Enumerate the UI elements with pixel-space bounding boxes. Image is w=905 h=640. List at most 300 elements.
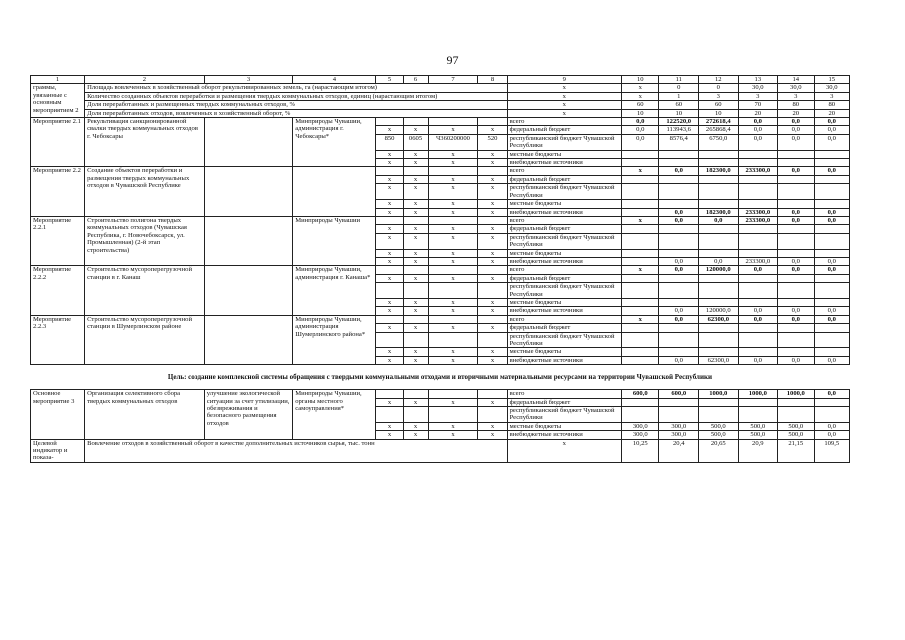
main-event-value-cell: 1000,0 xyxy=(699,390,739,398)
indicator-value-cell: 60 xyxy=(699,101,739,109)
main-event-value-cell: 500,0 xyxy=(699,431,739,439)
main-event-value-cell xyxy=(778,398,814,406)
main-event-code-cell: x xyxy=(403,431,428,439)
main-event-value-cell xyxy=(659,398,699,406)
event-value-cell: 0,0 xyxy=(738,118,778,126)
event-code-cell: x xyxy=(428,208,478,216)
main-event-value-cell xyxy=(778,407,814,423)
event-value-cell xyxy=(659,249,699,257)
column-number-cell: 5 xyxy=(376,76,403,84)
event-value-cell xyxy=(699,324,739,332)
column-number-cell: 2 xyxy=(85,76,205,84)
event-value-cell: 0,0 xyxy=(814,307,850,315)
event-value-cell xyxy=(738,274,778,282)
event-value-cell: 233300,0 xyxy=(738,167,778,175)
event-code-cell: x xyxy=(376,249,403,257)
event-executor-cell: Минприроды Чувашии, администрация г. Чебоксары* xyxy=(293,118,376,167)
indicator-value-cell: 0 xyxy=(659,84,699,92)
main-event-code-cell: x xyxy=(478,398,507,406)
event-code-cell xyxy=(376,118,403,126)
main-event-source-cell: внебюджетные источники xyxy=(507,431,621,439)
event-code-cell: x xyxy=(403,208,428,216)
event-code-cell: x xyxy=(478,126,507,134)
indicator-value-cell: 70 xyxy=(738,101,778,109)
goal-line-cell: Цель: создание комплексной системы обращения с твердыми коммунальными отходами и вторичными материальными ресурсами на территории Чувашской Республики xyxy=(167,372,713,381)
event-source-cell: внебюджетные источники xyxy=(507,159,621,167)
event-value-cell xyxy=(659,225,699,233)
main-event-value-cell: 1000,0 xyxy=(738,390,778,398)
indicator-value-cell: 3 xyxy=(814,92,850,100)
event-value-cell: 113943,6 xyxy=(659,126,699,134)
event-value-cell xyxy=(699,249,739,257)
event-code-cell: x xyxy=(376,225,403,233)
event-value-cell xyxy=(622,332,659,348)
event-code-cell xyxy=(403,216,428,224)
event-source-cell: внебюджетные источники xyxy=(507,307,621,315)
event-code-cell xyxy=(403,167,428,175)
main-event-value-cell xyxy=(659,407,699,423)
event-value-cell: 0,0 xyxy=(814,315,850,323)
event-value-cell xyxy=(738,332,778,348)
event-code-cell xyxy=(403,332,428,348)
indicator-value-cell: 20 xyxy=(738,109,778,117)
event-value-cell xyxy=(622,233,659,249)
target-text-cell: Вовлечение отходов в хозяйственный оборот в качестве дополнительных источников сырья, тыс. тонн xyxy=(85,439,507,462)
event-value-cell: 233300,0 xyxy=(738,257,778,265)
event-value-cell xyxy=(622,324,659,332)
event-value-cell xyxy=(622,208,659,216)
event-value-cell xyxy=(814,298,850,306)
event-code-cell xyxy=(376,216,403,224)
event-value-cell: 0,0 xyxy=(814,356,850,364)
event-label-cell: Мероприятие 2.2.3 xyxy=(31,315,85,364)
indicator-value-cell: x xyxy=(622,92,659,100)
main-event-value-cell xyxy=(699,398,739,406)
event-code-cell: x xyxy=(403,184,428,200)
event-row xyxy=(31,216,850,224)
event-value-cell xyxy=(659,298,699,306)
main-event-value-cell: 1000,0 xyxy=(778,390,814,398)
indicator-source-cell: x xyxy=(507,92,621,100)
event-code-cell xyxy=(428,332,478,348)
event-value-cell xyxy=(659,324,699,332)
event-value-cell xyxy=(659,233,699,249)
main-event-code-cell: x xyxy=(478,431,507,439)
event-source-cell: федеральный бюджет xyxy=(507,126,621,134)
event-value-cell xyxy=(699,159,739,167)
event-code-cell: x xyxy=(403,126,428,134)
target-value-cell: 20,9 xyxy=(738,439,778,462)
event-value-cell xyxy=(738,159,778,167)
event-code-cell: x xyxy=(478,150,507,158)
event-code-cell: x xyxy=(478,200,507,208)
main-event-code-cell xyxy=(478,407,507,423)
event-value-cell xyxy=(814,184,850,200)
event-value-cell: 0,0 xyxy=(814,266,850,274)
indicator-value-cell: 10 xyxy=(622,109,659,117)
event-value-cell xyxy=(814,348,850,356)
event-code-cell: x xyxy=(428,274,478,282)
event-value-cell: 0,0 xyxy=(814,126,850,134)
event-code-cell: x xyxy=(376,159,403,167)
event-source-cell: республиканский бюджет Чувашской Республики xyxy=(507,332,621,348)
event-source-cell: местные бюджеты xyxy=(507,298,621,306)
event-code-cell: x xyxy=(428,200,478,208)
event-value-cell xyxy=(814,175,850,183)
event-value-cell xyxy=(622,257,659,265)
event-code-cell xyxy=(478,283,507,299)
target-value-cell: 21,15 xyxy=(778,439,814,462)
indicator-value-cell: 80 xyxy=(814,101,850,109)
event-value-cell xyxy=(699,200,739,208)
main-event-code-cell xyxy=(403,407,428,423)
event-goal-cell xyxy=(204,216,292,265)
event-source-cell: внебюджетные источники xyxy=(507,208,621,216)
event-value-cell: x xyxy=(622,266,659,274)
event-code-cell: x xyxy=(428,307,478,315)
event-value-cell: 0,0 xyxy=(738,315,778,323)
event-value-cell xyxy=(778,274,814,282)
event-code-cell xyxy=(428,315,478,323)
event-value-cell xyxy=(814,274,850,282)
indicator-source-cell: x xyxy=(507,109,621,117)
event-code-cell: x xyxy=(428,159,478,167)
event-value-cell: 0,0 xyxy=(778,307,814,315)
main-event-value-cell: 500,0 xyxy=(778,422,814,430)
event-source-cell: всего xyxy=(507,266,621,274)
indicator-value-cell: 10 xyxy=(659,109,699,117)
event-value-cell xyxy=(738,150,778,158)
event-code-cell: x xyxy=(376,356,403,364)
event-value-cell: x xyxy=(622,167,659,175)
column-number-cell: 11 xyxy=(659,76,699,84)
event-name-cell: Строительство мусороперегрузочной станции в Шумерлинском районе xyxy=(85,315,205,364)
event-code-cell: x xyxy=(478,159,507,167)
event-value-cell: 0,0 xyxy=(778,257,814,265)
indicator-value-cell: 3 xyxy=(778,92,814,100)
event-code-cell: x xyxy=(403,150,428,158)
main-event-label-cell: Основное мероприятие 3 xyxy=(31,390,85,439)
event-code-cell xyxy=(478,118,507,126)
main-event-source-cell: республиканский бюджет Чувашской Республики xyxy=(507,407,621,423)
event-source-cell: всего xyxy=(507,216,621,224)
event-value-cell xyxy=(738,175,778,183)
event-value-cell xyxy=(778,348,814,356)
event-value-cell: 0,0 xyxy=(778,126,814,134)
event-code-cell: x xyxy=(376,257,403,265)
event-value-cell xyxy=(659,274,699,282)
main-event-value-cell xyxy=(622,398,659,406)
event-value-cell: 0,0 xyxy=(778,208,814,216)
main-event-value-cell xyxy=(699,407,739,423)
event-code-cell xyxy=(376,167,403,175)
event-executor-cell: Минприроды Чувашии, администрация Шумерлинского района* xyxy=(293,315,376,364)
event-code-cell: x xyxy=(428,348,478,356)
event-value-cell: 62300,0 xyxy=(699,356,739,364)
main-event-name-cell: Организация селективного сбора твердых коммунальных отходов xyxy=(85,390,205,439)
event-value-cell: 120000,0 xyxy=(699,307,739,315)
event-value-cell xyxy=(659,348,699,356)
indicator-row xyxy=(31,101,850,109)
event-value-cell: 0,0 xyxy=(659,167,699,175)
event-value-cell xyxy=(699,150,739,158)
event-code-cell: x xyxy=(376,200,403,208)
indicator-value-cell: 60 xyxy=(622,101,659,109)
indicator-row xyxy=(31,92,850,100)
event-code-cell: x xyxy=(403,200,428,208)
event-value-cell: 0,0 xyxy=(738,134,778,150)
event-value-cell xyxy=(738,200,778,208)
event-goal-cell xyxy=(204,266,292,315)
main-event-code-cell xyxy=(428,407,478,423)
indicator-text-cell: Площадь вовлеченных в хозяйственный оборот рекультивированных земель, га (нарастающим итогом) xyxy=(85,84,507,92)
event-value-cell: 0,0 xyxy=(778,216,814,224)
indicator-text-cell: Доля переработанных и размещенных твердых коммунальных отходов, % xyxy=(85,101,507,109)
event-code-cell: x xyxy=(428,225,478,233)
event-source-cell: республиканский бюджет Чувашской Республики xyxy=(507,233,621,249)
main-event-value-cell xyxy=(622,407,659,423)
event-value-cell xyxy=(659,159,699,167)
main-event-value-cell: 600,0 xyxy=(659,390,699,398)
event-code-cell: x xyxy=(428,298,478,306)
main-event-code-cell: x xyxy=(428,422,478,430)
event-goal-cell xyxy=(204,315,292,364)
event-name-cell: Строительство мусороперегрузочной станции в г. Канаш xyxy=(85,266,205,315)
event-value-cell xyxy=(659,184,699,200)
main-event-code-cell: x xyxy=(428,398,478,406)
event-code-cell xyxy=(478,332,507,348)
main-event-code-cell: x xyxy=(428,431,478,439)
main-event-value-cell: 500,0 xyxy=(738,422,778,430)
main-event-value-cell: 500,0 xyxy=(738,431,778,439)
event-value-cell: 0,0 xyxy=(622,126,659,134)
event-code-cell: x xyxy=(428,257,478,265)
event-source-cell: республиканский бюджет Чувашской Республики xyxy=(507,134,621,150)
event-code-cell xyxy=(376,315,403,323)
event-value-cell xyxy=(659,283,699,299)
event-code-cell: x xyxy=(376,274,403,282)
indicator-row xyxy=(31,84,850,92)
event-code-cell: 0605 xyxy=(403,134,428,150)
main-event-value-cell: 300,0 xyxy=(622,431,659,439)
event-value-cell xyxy=(622,274,659,282)
event-label-cell: Мероприятие 2.1 xyxy=(31,118,85,167)
indicator-value-cell: 3 xyxy=(699,92,739,100)
event-source-cell: всего xyxy=(507,315,621,323)
event-value-cell xyxy=(622,283,659,299)
event-code-cell: x xyxy=(376,184,403,200)
event-code-cell xyxy=(376,283,403,299)
event-value-cell xyxy=(778,283,814,299)
event-code-cell: x xyxy=(478,298,507,306)
event-code-cell: x xyxy=(376,233,403,249)
event-value-cell xyxy=(738,298,778,306)
main-event-value-cell: 300,0 xyxy=(622,422,659,430)
event-code-cell: x xyxy=(403,356,428,364)
event-code-cell: x xyxy=(478,233,507,249)
event-value-cell: 0,0 xyxy=(814,167,850,175)
event-code-cell: x xyxy=(376,348,403,356)
event-value-cell: 0,0 xyxy=(622,118,659,126)
column-number-row xyxy=(31,76,850,84)
event-value-cell: 0,0 xyxy=(778,167,814,175)
event-row xyxy=(31,118,850,126)
event-code-cell: x xyxy=(403,233,428,249)
main-event-executor-cell: Минприроды Чувашии, органы местного самоуправления* xyxy=(293,390,376,439)
event-value-cell xyxy=(622,200,659,208)
main-event-code-cell xyxy=(428,390,478,398)
event-value-cell: 0,0 xyxy=(659,216,699,224)
main-event-code-cell: x xyxy=(403,398,428,406)
event-row xyxy=(31,315,850,323)
event-code-cell: x xyxy=(478,348,507,356)
event-executor-cell: Минприроды Чувашии xyxy=(293,216,376,265)
event-code-cell: x xyxy=(403,274,428,282)
event-value-cell xyxy=(814,283,850,299)
event-code-cell: x xyxy=(428,233,478,249)
event-value-cell xyxy=(778,200,814,208)
event-value-cell xyxy=(778,225,814,233)
event-value-cell: 120000,0 xyxy=(699,266,739,274)
event-code-cell: x xyxy=(403,298,428,306)
event-value-cell: 182300,0 xyxy=(699,208,739,216)
budget-table-sheet xyxy=(30,75,850,463)
main-event-goal-cell: улучшение экологической ситуации за счет утилизации, обезвреживания и безопасного размещения отходов xyxy=(204,390,292,439)
event-executor-cell xyxy=(293,167,376,216)
event-code-cell: x xyxy=(428,324,478,332)
event-source-cell: федеральный бюджет xyxy=(507,274,621,282)
event-code-cell: x xyxy=(376,298,403,306)
event-source-cell: федеральный бюджет xyxy=(507,324,621,332)
main-event-code-cell xyxy=(403,390,428,398)
indicator-value-cell: 20 xyxy=(778,109,814,117)
event-source-cell: федеральный бюджет xyxy=(507,225,621,233)
target-value-cell: 20,65 xyxy=(699,439,739,462)
event-value-cell: 265868,4 xyxy=(699,126,739,134)
event-value-cell xyxy=(814,200,850,208)
indicator-value-cell: x xyxy=(622,84,659,92)
event-value-cell xyxy=(814,159,850,167)
column-number-cell: 4 xyxy=(293,76,376,84)
indicators-label-cell: граммы, увязанные с основным мероприятием 2 xyxy=(31,84,85,118)
event-code-cell: x xyxy=(478,184,507,200)
event-code-cell: x xyxy=(403,225,428,233)
event-value-cell xyxy=(814,233,850,249)
event-value-cell xyxy=(622,175,659,183)
budget-table xyxy=(30,75,850,463)
indicator-value-cell: 30,0 xyxy=(738,84,778,92)
event-value-cell xyxy=(738,283,778,299)
event-value-cell: 0,0 xyxy=(814,257,850,265)
event-code-cell: x xyxy=(376,175,403,183)
target-label-cell: Целевой индикатор и показа- xyxy=(31,439,85,462)
event-value-cell xyxy=(699,175,739,183)
event-value-cell: 0,0 xyxy=(814,216,850,224)
event-value-cell xyxy=(622,356,659,364)
event-code-cell: x xyxy=(428,150,478,158)
main-event-value-cell xyxy=(814,398,850,406)
main-event-value-cell xyxy=(738,398,778,406)
event-code-cell: x xyxy=(376,324,403,332)
event-code-cell: x xyxy=(403,348,428,356)
event-value-cell: 0,0 xyxy=(814,118,850,126)
event-code-cell: x xyxy=(403,307,428,315)
event-code-cell xyxy=(428,266,478,274)
event-code-cell: x xyxy=(428,184,478,200)
event-row xyxy=(31,266,850,274)
main-event-code-cell xyxy=(376,390,403,398)
event-value-cell: 0,0 xyxy=(659,266,699,274)
event-code-cell: x xyxy=(478,274,507,282)
event-value-cell xyxy=(699,184,739,200)
event-value-cell: 62300,0 xyxy=(699,315,739,323)
main-event-value-cell xyxy=(814,407,850,423)
event-value-cell xyxy=(699,233,739,249)
event-value-cell xyxy=(622,150,659,158)
event-value-cell xyxy=(622,298,659,306)
column-number-cell: 9 xyxy=(507,76,621,84)
event-source-cell: всего xyxy=(507,118,621,126)
event-source-cell: внебюджетные источники xyxy=(507,356,621,364)
column-number-cell: 13 xyxy=(738,76,778,84)
main-event-value-cell: 500,0 xyxy=(778,431,814,439)
event-executor-cell: Минприроды Чувашии, администрация г. Канаша* xyxy=(293,266,376,315)
main-event-source-cell: всего xyxy=(507,390,621,398)
main-event-source-cell: местные бюджеты xyxy=(507,422,621,430)
column-number-cell: 6 xyxy=(403,76,428,84)
event-code-cell: x xyxy=(478,175,507,183)
event-value-cell xyxy=(738,233,778,249)
event-code-cell: 520 xyxy=(478,134,507,150)
main-event-row xyxy=(31,390,850,398)
event-code-cell xyxy=(428,216,478,224)
event-code-cell xyxy=(403,283,428,299)
event-value-cell xyxy=(778,298,814,306)
event-value-cell xyxy=(814,225,850,233)
event-code-cell: x xyxy=(478,324,507,332)
event-value-cell xyxy=(622,225,659,233)
event-value-cell: 0,0 xyxy=(659,307,699,315)
indicator-value-cell: 1 xyxy=(659,92,699,100)
event-goal-cell xyxy=(204,118,292,167)
event-value-cell: 8576,4 xyxy=(659,134,699,150)
event-value-cell xyxy=(778,184,814,200)
indicator-value-cell: 80 xyxy=(778,101,814,109)
column-number-cell: 8 xyxy=(478,76,507,84)
event-value-cell xyxy=(778,324,814,332)
event-value-cell xyxy=(814,150,850,158)
event-value-cell: 0,0 xyxy=(778,266,814,274)
event-value-cell: 122520,0 xyxy=(659,118,699,126)
event-code-cell: x xyxy=(478,208,507,216)
page-number: 97 xyxy=(446,53,459,67)
event-code-cell: 850 xyxy=(376,134,403,150)
event-value-cell: 0,0 xyxy=(738,356,778,364)
event-code-cell xyxy=(376,332,403,348)
event-value-cell: 0,0 xyxy=(738,126,778,134)
event-code-cell xyxy=(428,118,478,126)
event-value-cell: 6750,0 xyxy=(699,134,739,150)
event-code-cell xyxy=(478,315,507,323)
event-goal-cell xyxy=(204,167,292,216)
indicator-text-cell: Количество созданных объектов переработки и размещения твердых коммунальных отходов, единиц (нарастающим итогом) xyxy=(85,92,507,100)
event-code-cell: x xyxy=(403,175,428,183)
event-code-cell: x xyxy=(376,150,403,158)
event-value-cell: 0,0 xyxy=(659,315,699,323)
event-code-cell xyxy=(403,315,428,323)
main-event-value-cell: 300,0 xyxy=(659,431,699,439)
main-event-value-cell xyxy=(738,407,778,423)
